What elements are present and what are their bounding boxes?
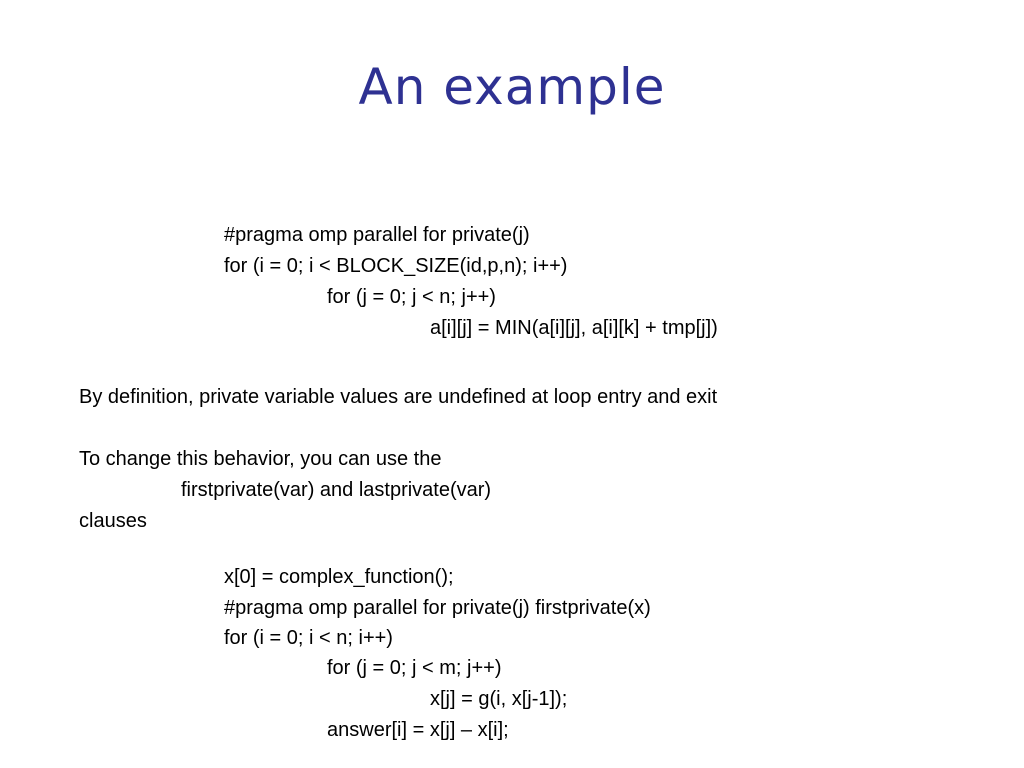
paragraph-line: firstprivate(var) and lastprivate(var) [181, 479, 492, 501]
code-line: answer[i] = x[j] – x[i]; [327, 719, 509, 741]
code-line: for (i = 0; i < n; i++) [224, 627, 393, 649]
code-line: #pragma omp parallel for private(j) firstprivate(x) [224, 597, 651, 619]
slide-title: An example [358, 58, 666, 116]
code-line: #pragma omp parallel for private(j) [224, 224, 530, 246]
code-line: x[0] = complex_function(); [224, 566, 454, 588]
code-line: for (j = 0; j < n; j++) [327, 286, 496, 308]
code-line: x[j] = g(i, x[j-1]); [430, 688, 568, 710]
paragraph-line: clauses [79, 510, 147, 532]
definition-text: By definition, private variable values are undefined at loop entry and exit [79, 386, 718, 408]
paragraph-line: To change this behavior, you can use the [79, 448, 442, 470]
code-line: for (i = 0; i < BLOCK_SIZE(id,p,n); i++) [224, 255, 568, 277]
code-line: a[i][j] = MIN(a[i][j], a[i][k] + tmp[j]) [430, 317, 718, 339]
code-line: for (j = 0; j < m; j++) [327, 657, 502, 679]
